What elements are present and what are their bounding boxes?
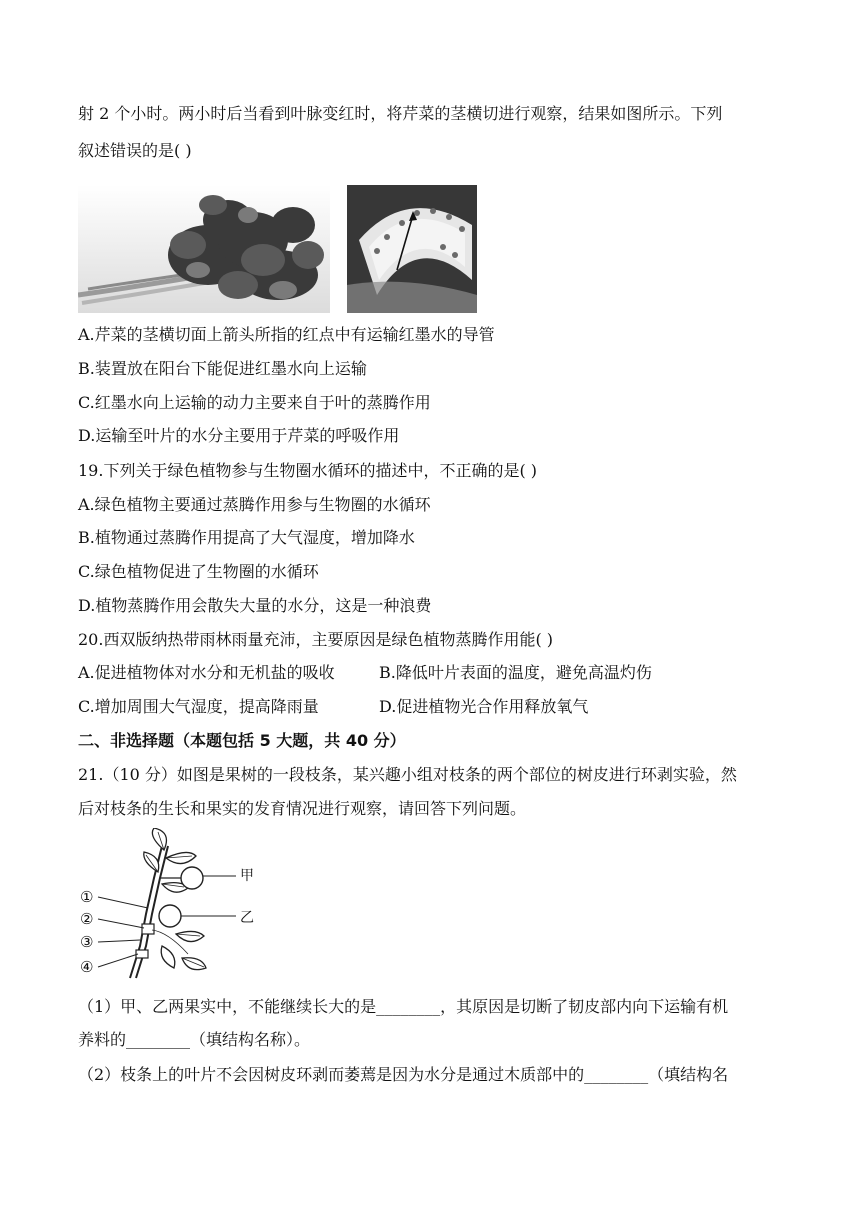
q19-option-c: C.绿色植物促进了生物圈的水循环 [78,562,319,581]
q18-option-c: C.红墨水向上运输的动力主要来自于叶的蒸腾作用 [78,393,431,412]
q19-stem: 19.下列关于绿色植物参与生物圈水循环的描述中，不正确的是( ) [78,461,538,480]
q21-sub1-line2: 养料的________（填结构名称）。 [78,1030,311,1049]
branch-diagram [78,828,268,980]
label-3: ③ [80,933,94,951]
q20-option-d: D.促进植物光合作用释放氧气 [379,697,589,716]
q20-stem: 20.西双版纳热带雨林雨量充沛，主要原因是绿色植物蒸腾作用能( ) [78,630,554,649]
q19-option-b: B.植物通过蒸腾作用提高了大气湿度，增加降水 [78,528,415,547]
q20-options-row2 [78,696,798,718]
section-2-title: 二、非选择题（本题包括 5 大题，共 40 分） [78,731,406,750]
q18-stem-line1: 射 2 个小时。两小时后当看到叶脉变红时，将芹菜的茎横切进行观察，结果如图所示。下列 [78,104,723,123]
q21-stem-line2: 后对枝条的生长和果实的发育情况进行观察，请回答下列问题。 [78,799,527,818]
stem-cross-section-photo [347,185,477,313]
q21-sub2-line1: （2）枝条上的叶片不会因树皮环剥而萎蔫是因为水分是通过木质部中的________（填结构名 [78,1065,729,1084]
q20-options-row1 [78,662,798,684]
q18-option-b: B.装置放在阳台下能促进红墨水向上运输 [78,359,367,378]
fruit-jia [181,867,203,889]
q21-stem-line1: 21.（10 分）如图是果树的一段枝条，某兴趣小组对枝条的两个部位的树皮进行环剥实验，然 [78,765,737,784]
fruit-yi [159,905,181,927]
q20-option-a: A.促进植物体对水分和无机盐的吸收 [78,663,335,682]
label-1: ① [80,888,94,906]
q21-sub1-line1: （1）甲、乙两果实中，不能继续长大的是________，其原因是切断了韧皮部内向下运输有机 [78,997,729,1016]
q20-option-b: B.降低叶片表面的温度，避免高温灼伤 [379,663,652,682]
q18-stem-line2: 叙述错误的是( ) [78,141,192,160]
label-4: ④ [80,958,94,976]
label-jia: 甲 [240,868,254,884]
label-yi: 乙 [240,910,254,926]
girdle-upper [142,924,154,934]
q19-option-d: D.植物蒸腾作用会散失大量的水分，这是一种浪费 [78,596,432,615]
label-2: ② [80,910,94,928]
q19-option-a: A.绿色植物主要通过蒸腾作用参与生物圈的水循环 [78,495,431,514]
q18-option-a: A.芹菜的茎横切面上箭头所指的红点中有运输红墨水的导管 [78,325,495,344]
q20-option-c: C.增加周围大气湿度，提高降雨量 [78,697,319,716]
q18-option-d: D.运输至叶片的水分主要用于芹菜的呼吸作用 [78,426,400,445]
celery-photo [78,185,330,313]
